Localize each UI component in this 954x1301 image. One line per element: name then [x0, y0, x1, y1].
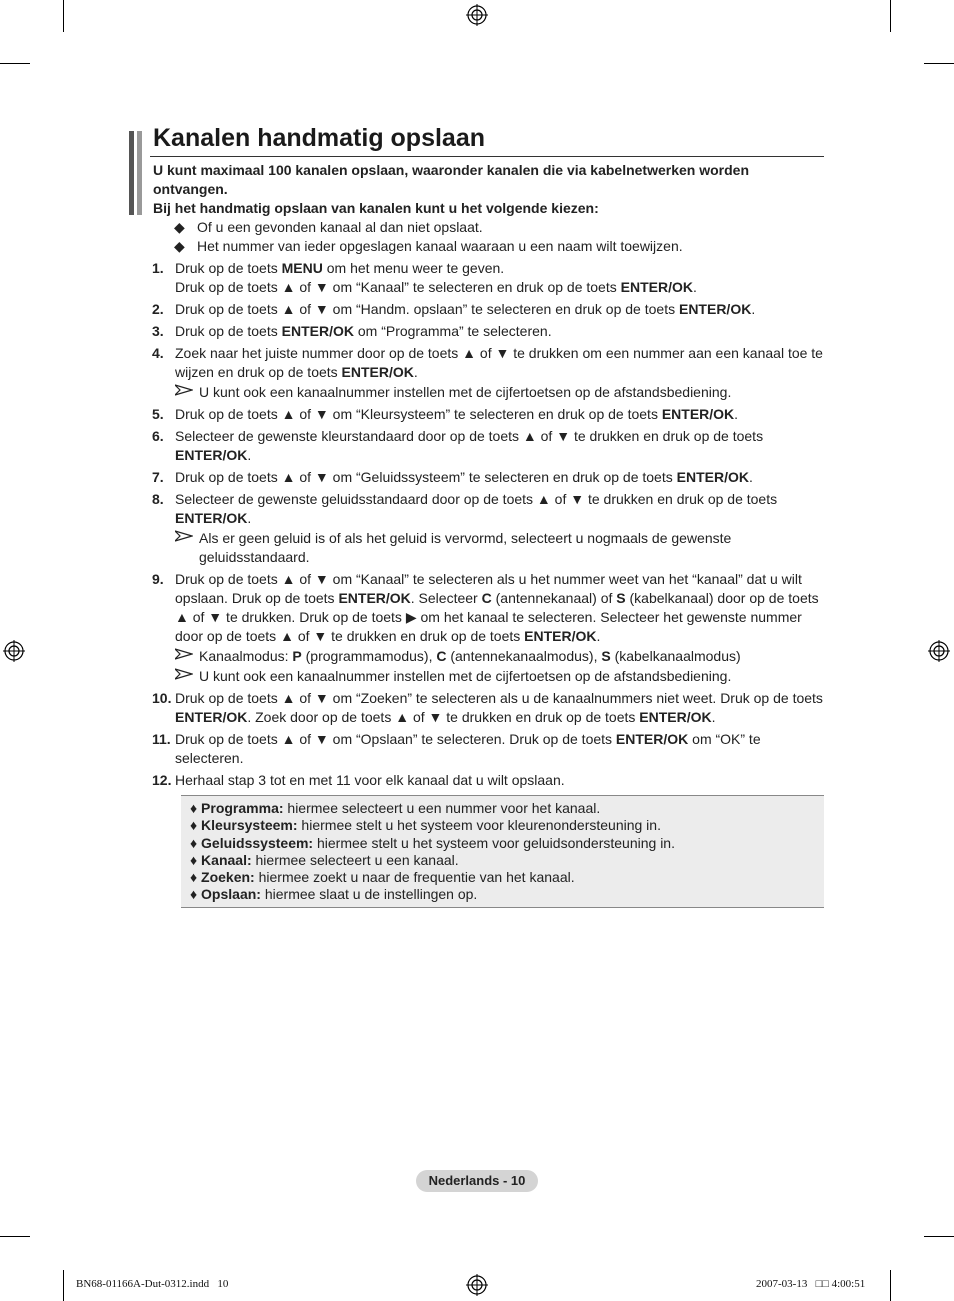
print-slug-right: 2007-03-13 □□ 4:00:51 [756, 1278, 866, 1290]
info-row: ♦ Kleursysteem: hiermee stelt u het systeem voor kleurenondersteuning in. [190, 817, 661, 834]
step-2: 2. Druk op de toets ▲ of ▼ om “Handm. opslaan” te selecteren en druk op de toets ENTER/OK. [152, 301, 756, 317]
info-row: ♦ Kanaal: hiermee selecteert u een kanaal. [190, 851, 459, 868]
note: U kunt ook een kanaalnummer instellen met de cijfertoetsen op de afstandsbediening. [175, 667, 824, 686]
crop-mark [924, 1236, 954, 1237]
note-arrow-icon [175, 648, 193, 660]
step-12: 12. Herhaal stap 3 tot en met 11 voor elk kanaal dat u wilt opslaan. [152, 772, 565, 788]
info-row: ♦ Zoeken: hiermee zoekt u naar de frequentie van het kanaal. [190, 869, 575, 886]
step-11: 11. Druk op de toets ▲ of ▼ om “Opslaan” te selecteren. Druk op de toets ENTER/OK om “OK” te selecteren. [152, 731, 761, 766]
registration-mark-icon [466, 1274, 488, 1296]
note-arrow-icon [175, 668, 193, 680]
info-row: ♦ Programma: hiermee selecteert u een nummer voor het kanaal. [190, 800, 601, 816]
small-diamond-icon: ♦ [190, 886, 198, 903]
step-4: 4. Zoek naar het juiste nummer door op de toets ▲ of ▼ te drukken om een nummer aan een kanaal toe te wijzen en druk op de toets ENTER/OK. U kunt ook een kanaalnummer instellen met de cijfertoetsen op de afstandsbediening. [152, 345, 823, 400]
note-arrow-icon [175, 530, 193, 542]
steps-list [152, 259, 824, 793]
option-list [174, 218, 683, 256]
diamond-bullet-icon: ◆ [174, 219, 185, 235]
crop-mark [63, 1270, 64, 1301]
small-diamond-icon: ♦ [190, 869, 198, 886]
note-arrow-icon [175, 384, 193, 396]
page-title: Kanalen handmatig opslaan [153, 124, 486, 152]
step-10: 10. Druk op de toets ▲ of ▼ om “Zoeken” te selecteren als u de kanaalnummers niet weet. Druk op de toets ENTER/OK. Zoek door op de toets ▲ of ▼ te drukken en druk op de toets ENTER/OK. [152, 690, 823, 725]
crop-mark [0, 1236, 30, 1237]
step-7: 7. Druk op de toets ▲ of ▼ om “Geluidssysteem” te selecteren en druk op de toets ENTER/OK. [152, 469, 753, 485]
crop-mark [890, 0, 891, 32]
step-1: 1. Druk op de toets MENU om het menu weer te geven. Druk op de toets ▲ of ▼ om “Kanaal” te selecteren en druk op de toets ENTER/OK. [152, 260, 697, 295]
note: U kunt ook een kanaalnummer instellen met de cijfertoetsen op de afstandsbediening. [175, 383, 824, 402]
title-accent-bars [129, 131, 145, 215]
step-5: 5. Druk op de toets ▲ of ▼ om “Kleursysteem” te selecteren en druk op de toets ENTER/OK. [152, 406, 739, 422]
crop-mark [63, 0, 64, 32]
registration-mark-icon [466, 4, 488, 26]
list-item: ◆ Het nummer van ieder opgeslagen kanaal waaraan u een naam wilt toewijzen. [174, 238, 683, 254]
note: Als er geen geluid is of als het geluid is vervormd, selecteert u nogmaals de gewenste geluidsstandaard. [175, 529, 824, 567]
step-9: 9. Druk op de toets ▲ of ▼ om “Kanaal” te selecteren als u het nummer weet van het “kanaal” dat u wilt opslaan. Druk op de toets ENTER/OK. Selecteer C (antennekanaal) of S (kabelkanaal) door op de toets ▲ of ▼ te drukken. Druk op de toets ▶ om het kanaal te selecteren. Selecteer het gewenste nummer door op de toets ▲ of ▼ te drukken en druk op de toets ENTER/OK. Kanaalmodus: P (programmamodus), C (antennekanaalmodus), S (kabelkanaalmodus) U kunt ook een kanaalnummer instellen met de cijfertoetsen op de afstandsbediening. [152, 570, 824, 686]
registration-mark-icon [3, 640, 25, 662]
list-item: ◆ Of u een gevonden kanaal al dan niet opslaat. [174, 219, 483, 235]
crop-mark [890, 1270, 891, 1301]
crop-mark [0, 63, 30, 64]
small-diamond-icon: ♦ [190, 834, 198, 851]
diamond-bullet-icon: ◆ [174, 238, 185, 254]
info-box [181, 795, 824, 908]
note: Kanaalmodus: P (programmamodus), C (antennekanaalmodus), S (kabelkanaalmodus) [175, 647, 824, 666]
step-6: 6. Selecteer de gewenste kleurstandaard door op de toets ▲ of ▼ te drukken en druk op de toets ENTER/OK. [152, 428, 764, 463]
print-slug-left: BN68-01166A-Dut-0312.indd 10 [76, 1278, 229, 1290]
page-number-badge: Nederlands - 10 [416, 1170, 538, 1192]
title-divider [150, 156, 824, 157]
small-diamond-icon: ♦ [190, 817, 198, 834]
crop-mark [924, 63, 954, 64]
step-8: 8. Selecteer de gewenste geluidsstandaard door op de toets ▲ of ▼ te drukken en druk op de toets ENTER/OK. Als er geen geluid is of als het geluid is vervormd, selecteert u nogmaals de gewenste geluidsstandaard. [152, 490, 824, 567]
registration-mark-icon [928, 640, 950, 662]
small-diamond-icon: ♦ [190, 851, 198, 868]
info-row: ♦ Geluidssysteem: hiermee stelt u het systeem voor geluidsondersteuning in. [190, 834, 675, 851]
info-row: ♦ Opslaan: hiermee slaat u de instellingen op. [190, 886, 478, 903]
intro-line: Bij het handmatig opslaan van kanalen kunt u het volgende kiezen: [153, 200, 599, 216]
intro-text [153, 161, 813, 218]
small-diamond-icon: ♦ [190, 800, 198, 816]
step-3: 3. Druk op de toets ENTER/OK om “Programma” te selecteren. [152, 323, 552, 339]
intro-line: U kunt maximaal 100 kanalen opslaan, waaronder kanalen die via kabelnetwerken worden ontvangen. [153, 162, 750, 197]
